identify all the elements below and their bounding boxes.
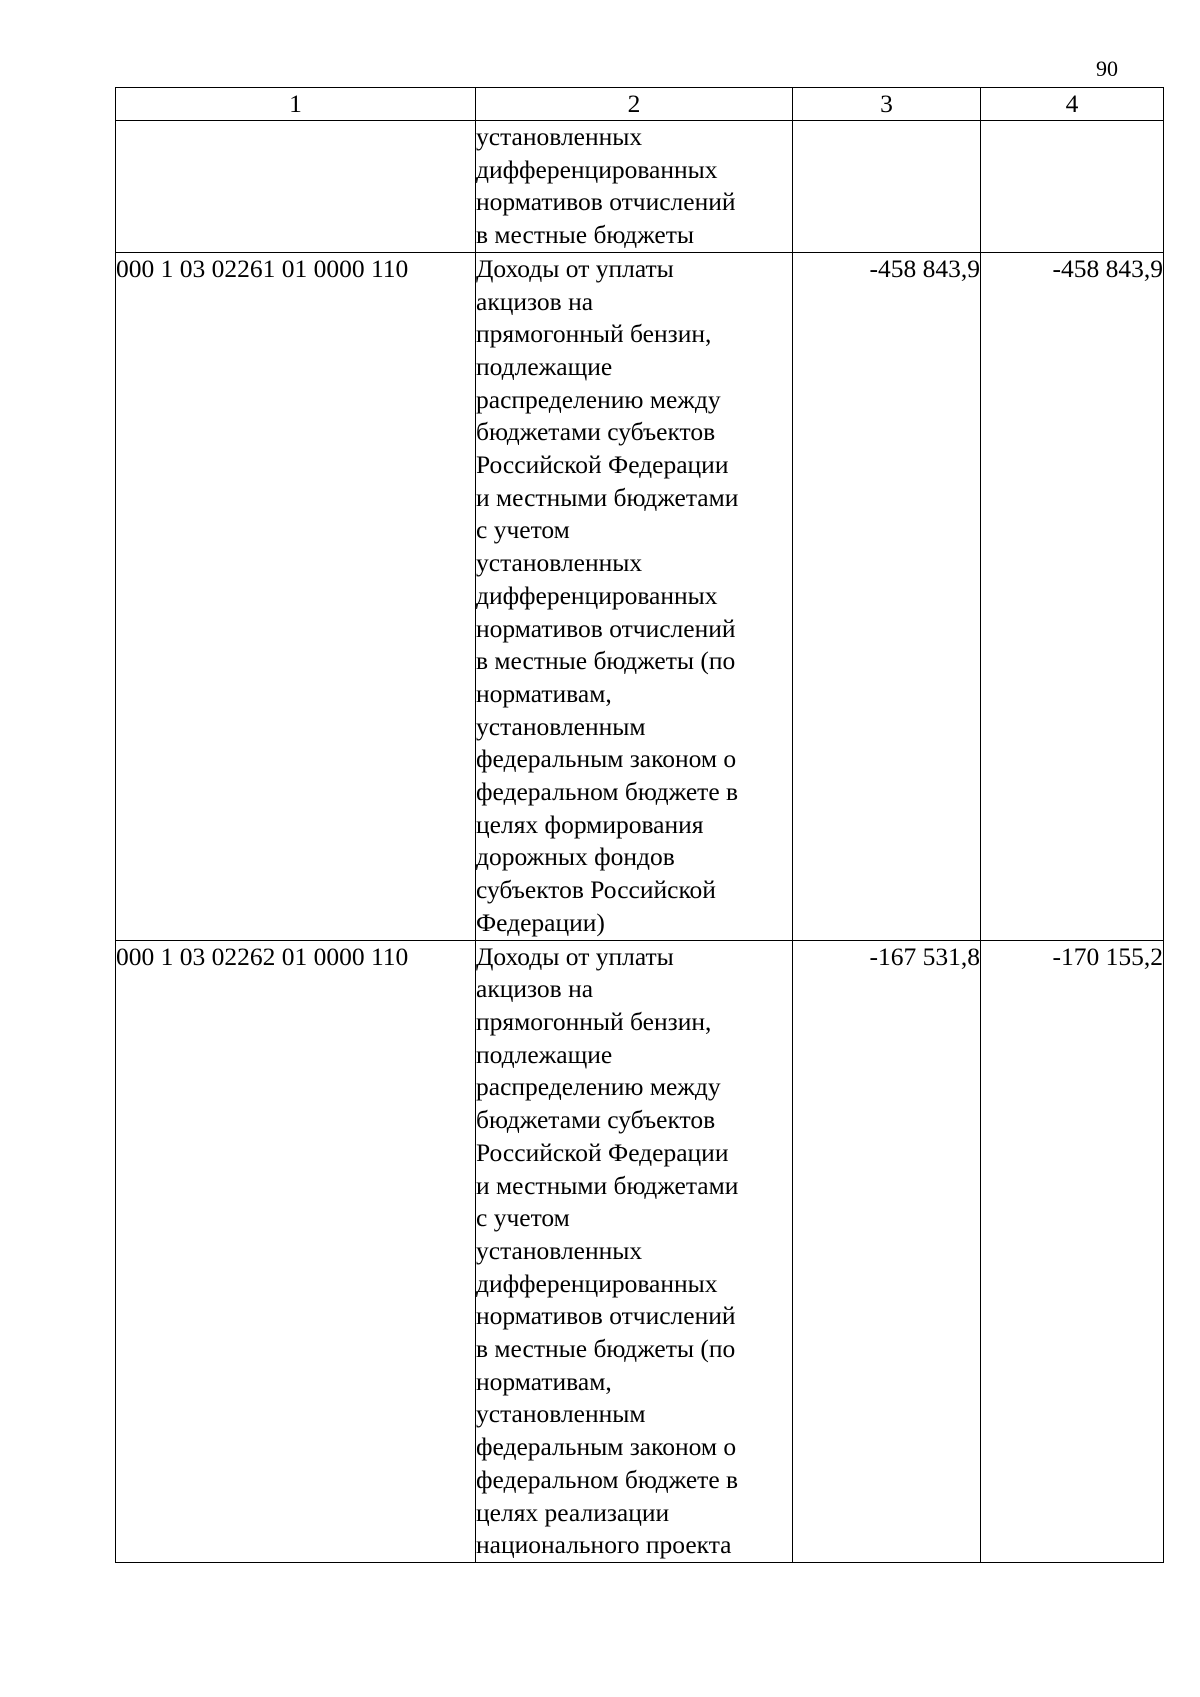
description-line: субъектов Российской xyxy=(476,875,716,905)
description-line: нормативов отчислений xyxy=(476,613,736,643)
description-line: установленным xyxy=(476,1399,646,1429)
description-line: целях реализации xyxy=(476,1497,670,1527)
description-line: нормативов отчислений xyxy=(476,1301,736,1331)
description-line: распределению между xyxy=(476,384,721,414)
description-line: в местные бюджеты xyxy=(476,220,695,250)
description-line: в местные бюджеты (по xyxy=(476,646,736,676)
amount-column-3: -458 843,9 xyxy=(793,252,981,940)
description-line: подлежащие xyxy=(476,1039,613,1069)
description-line: федеральном бюджете в xyxy=(476,1464,739,1494)
description-line: Доходы от уплаты xyxy=(476,253,674,283)
description-line: федеральном бюджете в xyxy=(476,777,739,807)
description-line: Российской Федерации xyxy=(476,450,729,480)
description-line: бюджетами субъектов xyxy=(476,1105,716,1135)
column-number-4: 4 xyxy=(981,88,1164,121)
header-row xyxy=(116,88,1164,121)
description-line: нормативам, xyxy=(476,1366,612,1396)
table-row xyxy=(116,121,1164,253)
description-line: бюджетами субъектов xyxy=(476,417,716,447)
amount-column-3 xyxy=(793,121,981,253)
description-line: федеральным законом о xyxy=(476,744,737,774)
description-line: прямогонный бензин, xyxy=(476,1006,712,1036)
description-line: в местные бюджеты (по xyxy=(476,1334,736,1364)
description-line: Доходы от уплаты xyxy=(476,941,674,971)
description-line: прямогонный бензин, xyxy=(476,319,712,349)
description-line: целях формирования xyxy=(476,809,704,839)
description-line: нормативов отчислений xyxy=(476,187,736,217)
table-body xyxy=(116,121,1164,1563)
description-line: установленным xyxy=(476,711,646,741)
description-line: с учетом xyxy=(476,1203,570,1233)
description-line: дифференцированных xyxy=(476,154,718,184)
column-number-3: 3 xyxy=(793,88,981,121)
description-line: национального проекта xyxy=(476,1530,732,1560)
description-line: и местными бюджетами xyxy=(476,482,739,512)
description-line: Российской Федерации xyxy=(476,1137,729,1167)
description-line: нормативам, xyxy=(476,678,612,708)
amount-column-4: -458 843,9 xyxy=(981,252,1164,940)
description-line: с учетом xyxy=(476,515,570,545)
table-row xyxy=(116,252,1164,940)
amount-column-3: -167 531,8 xyxy=(793,940,981,1562)
description-line: распределению между xyxy=(476,1072,721,1102)
budget-code-cell xyxy=(116,121,476,253)
budget-code-cell: 000 1 03 02261 01 0000 110 xyxy=(116,252,476,940)
column-number-2: 2 xyxy=(476,88,793,121)
description-line: подлежащие xyxy=(476,351,613,381)
budget-code-cell: 000 1 03 02262 01 0000 110 xyxy=(116,940,476,1562)
amount-column-4 xyxy=(981,121,1164,253)
budget-table xyxy=(115,87,1164,1563)
description-line: акцизов на xyxy=(476,974,594,1004)
description-line: дорожных фондов xyxy=(476,842,675,872)
description-line: Федерации) xyxy=(476,907,605,937)
description-cell xyxy=(476,252,793,940)
description-line: дифференцированных xyxy=(476,580,718,610)
description-line: установленных xyxy=(476,548,643,578)
description-line: акцизов на xyxy=(476,286,594,316)
description-line: дифференцированных xyxy=(476,1268,718,1298)
description-line: установленных xyxy=(476,1235,643,1265)
description-cell xyxy=(476,121,793,253)
amount-column-4: -170 155,2 xyxy=(981,940,1164,1562)
description-cell xyxy=(476,940,793,1562)
description-line: федеральным законом о xyxy=(476,1432,737,1462)
description-line: установленных xyxy=(476,122,643,151)
table-row xyxy=(116,940,1164,1562)
column-number-1: 1 xyxy=(116,88,476,121)
page-number: 90 xyxy=(1096,56,1118,81)
description-line: и местными бюджетами xyxy=(476,1170,739,1200)
